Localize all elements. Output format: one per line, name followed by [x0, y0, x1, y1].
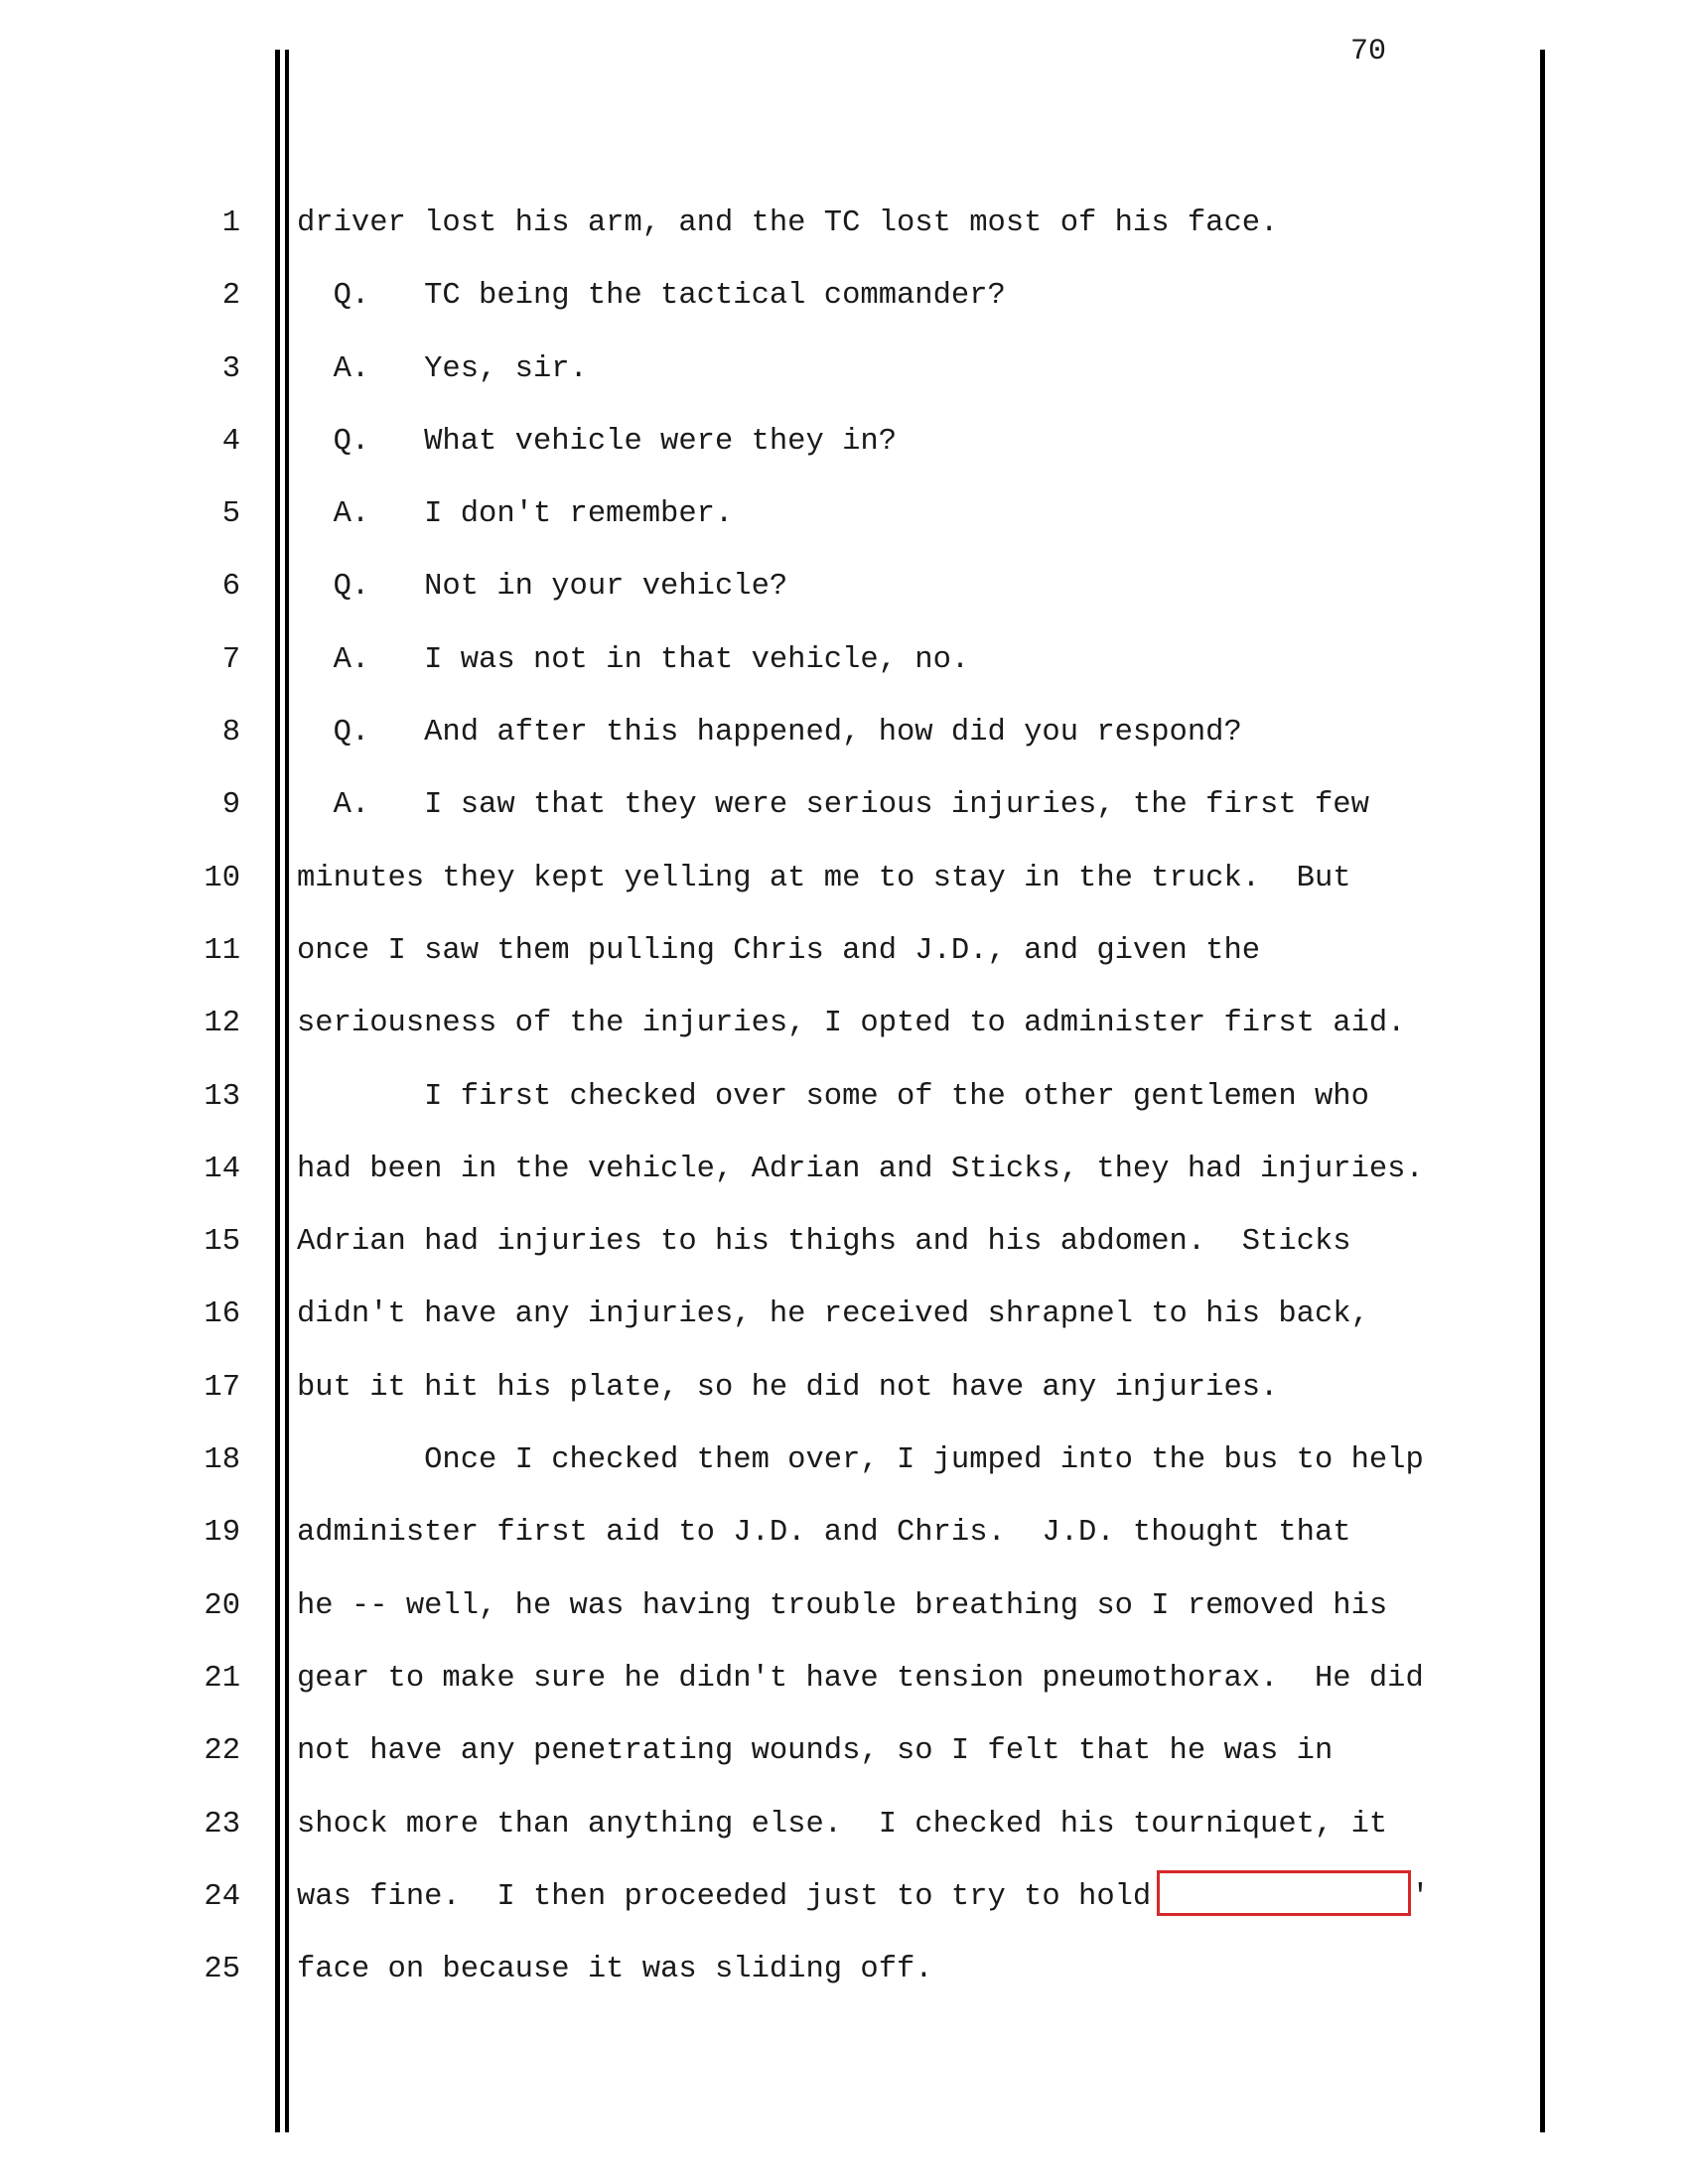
transcript-line: not have any penetrating wounds, so I felt that he was in — [297, 1734, 1334, 1769]
line-number: 24 — [204, 1879, 240, 1914]
transcript-line: Adrian had injuries to his thighs and his abdomen. Sticks — [297, 1225, 1351, 1260]
transcript-line: administer first aid to J.D. and Chris. J.D. thought that — [297, 1516, 1351, 1551]
redaction-suffix: ' — [1411, 1879, 1430, 1914]
line-number: 25 — [204, 1953, 240, 1987]
line-number: 14 — [204, 1152, 240, 1186]
transcript-line: but it hit his plate, so he did not have any injuries. — [297, 1370, 1279, 1405]
transcript-line: seriousness of the injuries, I opted to administer first aid. — [297, 1007, 1406, 1041]
line-number: 9 — [221, 788, 240, 823]
transcript-line: Q. What vehicle were they in? — [297, 424, 897, 459]
transcript-line: shock more than anything else. I checked his tourniquet, it — [297, 1807, 1388, 1842]
line-number: 17 — [204, 1370, 240, 1405]
transcript-line: face on because it was sliding off. — [297, 1953, 933, 1987]
line-number: 13 — [204, 1079, 240, 1114]
line-number: 6 — [221, 570, 240, 605]
transcript-line: minutes they kept yelling at me to stay in the truck. But — [297, 861, 1351, 895]
line-number: 20 — [204, 1588, 240, 1623]
line-number: 16 — [204, 1297, 240, 1332]
line-number: 7 — [221, 642, 240, 677]
line-number: 15 — [204, 1225, 240, 1260]
transcript-line: once I saw them pulling Chris and J.D., and given the — [297, 933, 1261, 968]
transcript-line: gear to make sure he didn't have tension pneumothorax. He did — [297, 1661, 1424, 1696]
transcript-line-redacted — [297, 1868, 1533, 1941]
transcript-line: he -- well, he was having trouble breathing so I removed his — [297, 1588, 1388, 1623]
transcript-line: Once I checked them over, I jumped into the bus to help — [297, 1443, 1424, 1478]
line-number: 3 — [221, 351, 240, 386]
line-number: 1 — [221, 206, 240, 240]
line-number: 2 — [221, 279, 240, 314]
line-number: 10 — [204, 861, 240, 895]
transcript-line: didn't have any injuries, he received shrapnel to his back, — [297, 1297, 1369, 1332]
transcript-line: Q. TC being the tactical commander? — [297, 279, 1006, 314]
line-number-column — [189, 195, 240, 2013]
line-number: 5 — [221, 497, 240, 532]
transcript-body — [297, 195, 1533, 2013]
transcript-line-text: was fine. I then proceeded just to try to hold — [297, 1879, 1152, 1914]
line-number: 8 — [221, 716, 240, 751]
line-number: 11 — [204, 933, 240, 968]
right-margin-rule — [1540, 50, 1545, 2132]
line-number: 12 — [204, 1007, 240, 1041]
page-number: 70 — [1350, 35, 1387, 68]
transcript-line: I first checked over some of the other gentlemen who — [297, 1079, 1369, 1114]
left-margin-rule-inner — [285, 50, 289, 2132]
transcript-line: driver lost his arm, and the TC lost most of his face. — [297, 206, 1279, 240]
transcript-line: A. I saw that they were serious injuries, the first few — [297, 788, 1369, 823]
line-number: 23 — [204, 1807, 240, 1842]
line-number: 22 — [204, 1734, 240, 1769]
transcript-line: A. I don't remember. — [297, 497, 734, 532]
line-number: 4 — [221, 424, 240, 459]
transcript-line: A. Yes, sir. — [297, 351, 588, 386]
left-margin-rule-outer — [275, 50, 280, 2132]
line-number: 21 — [204, 1661, 240, 1696]
transcript-line: Q. And after this happened, how did you respond? — [297, 716, 1242, 751]
transcript-line: Q. Not in your vehicle? — [297, 570, 788, 605]
transcript-line: A. I was not in that vehicle, no. — [297, 642, 970, 677]
line-number: 19 — [204, 1516, 240, 1551]
line-number: 18 — [204, 1443, 240, 1478]
transcript-line: had been in the vehicle, Adrian and Sticks, they had injuries. — [297, 1152, 1424, 1186]
redaction-box — [1157, 1870, 1411, 1916]
